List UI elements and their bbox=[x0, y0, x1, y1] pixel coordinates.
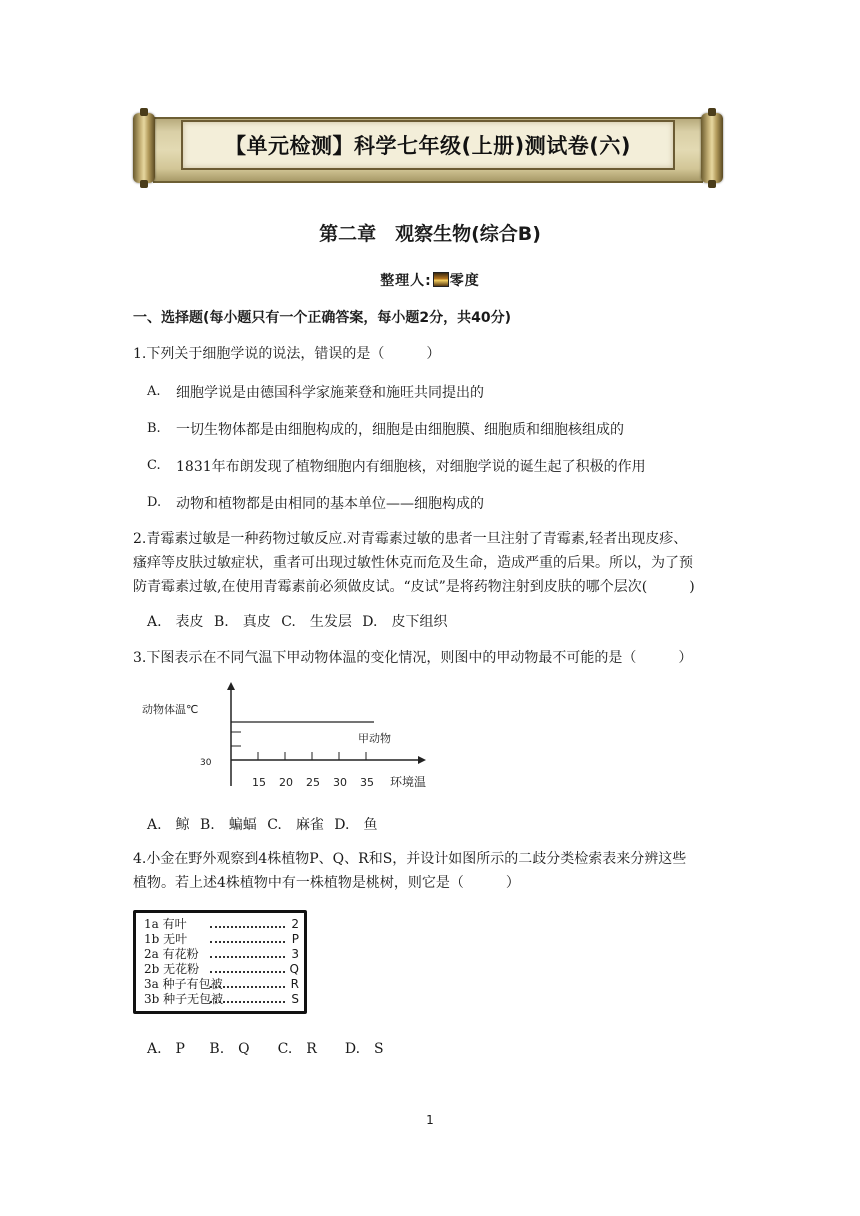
banner-frame bbox=[181, 120, 675, 170]
key-row-result: Q bbox=[289, 962, 299, 976]
question-3-stem: 3.下图表示在不同气温下甲动物体温的变化情况，则图中的甲动物最不可能的是（ ） bbox=[133, 650, 693, 666]
compiler-line bbox=[0, 270, 860, 290]
key-row bbox=[144, 978, 299, 991]
key-row bbox=[144, 993, 299, 1006]
key-leader-dots bbox=[210, 926, 285, 928]
key-row-label: 2a 有花粉 bbox=[144, 947, 199, 961]
x-axis-arrow bbox=[418, 756, 426, 764]
scroll-roll-right bbox=[701, 113, 723, 183]
scroll-roll-left bbox=[133, 113, 155, 183]
dichotomous-key-table bbox=[133, 910, 307, 1014]
key-row bbox=[144, 933, 299, 946]
q1-option-c-text: 1831年布朗发现了植物细胞内有细胞核，对细胞学说的诞生起了积极的作用 bbox=[176, 459, 646, 475]
key-row-label: 2b 无花粉 bbox=[144, 962, 200, 976]
temperature-chart bbox=[138, 682, 438, 792]
question-2-line-2: 瘙痒等皮肤过敏症状，重者可出现过敏性休克而危及生命，造成严重的后果。所以，为了预 bbox=[133, 555, 693, 571]
key-row-label: 1a 有叶 bbox=[144, 917, 187, 931]
q4-options: A. P B. Q C. R D. S bbox=[147, 1041, 384, 1057]
y-tick-label-30: 30 bbox=[200, 758, 212, 768]
key-leader-dots bbox=[210, 941, 285, 943]
chart-svg bbox=[138, 682, 438, 792]
x-axis-label: 环境温 bbox=[390, 775, 427, 789]
question-4-line-1: 4.小金在野外观察到4株植物P、Q、R和S，并设计如图所示的二歧分类检索表来分辨这些 bbox=[133, 851, 687, 867]
x-tick-label: 30 bbox=[333, 776, 347, 789]
key-row bbox=[144, 918, 299, 931]
key-leader-dots bbox=[210, 986, 285, 988]
sunset-icon bbox=[433, 272, 449, 287]
q1-option-d-letter: D. bbox=[147, 495, 162, 510]
q2-options: A. 表皮 B. 真皮 C. 生发层 D. 皮下组织 bbox=[147, 614, 448, 630]
key-row-result: 3 bbox=[291, 947, 299, 961]
q3-options: A. 鲸 B. 蝙蝠 C. 麻雀 D. 鱼 bbox=[147, 817, 378, 833]
x-tick-label: 25 bbox=[306, 776, 320, 789]
key-leader-dots bbox=[210, 971, 285, 973]
question-1-stem: 1.下列关于细胞学说的说法，错误的是（ ） bbox=[133, 346, 441, 362]
question-2-line-1: 2.青霉素过敏是一种药物过敏反应.对青霉素过敏的患者一旦注射了青霉素,轻者出现皮疹、 bbox=[133, 531, 688, 547]
chapter-title: 第二章 观察生物(综合B) bbox=[319, 223, 541, 245]
key-leader-dots bbox=[210, 956, 285, 958]
x-tick-label: 15 bbox=[252, 776, 266, 789]
key-row bbox=[144, 948, 299, 961]
key-leader-dots bbox=[210, 1001, 285, 1003]
q1-option-a-text: 细胞学说是由德国科学家施莱登和施旺共同提出的 bbox=[176, 385, 484, 401]
q1-option-d-text: 动物和植物都是由相同的基本单位——细胞构成的 bbox=[176, 496, 484, 512]
section-heading: 一、选择题(每小题只有一个正确答案，每小题2分，共40分) bbox=[133, 310, 512, 326]
page-number: 1 bbox=[426, 1113, 434, 1127]
x-tick-label: 35 bbox=[360, 776, 374, 789]
y-axis-label: 动物体温℃ bbox=[142, 703, 199, 716]
key-row-result: S bbox=[291, 992, 299, 1006]
key-row bbox=[144, 963, 299, 976]
series-label: 甲动物 bbox=[358, 732, 391, 745]
y-axis-arrow bbox=[227, 682, 235, 690]
banner-title: 【单元检测】科学七年级(上册)测试卷(六) bbox=[225, 134, 631, 158]
question-2-line-3: 防青霉素过敏,在使用青霉素前必须做皮试。“皮试”是将药物注射到皮肤的哪个层次( ) bbox=[133, 579, 695, 595]
x-tick-label: 20 bbox=[279, 776, 293, 789]
key-row-label: 1b 无叶 bbox=[144, 932, 188, 946]
question-4-line-2: 植物。若上述4株植物中有一株植物是桃树，则它是（ ） bbox=[133, 875, 520, 891]
key-row-label: 3b 种子无包被 bbox=[144, 992, 224, 1006]
key-row-result: R bbox=[290, 977, 299, 991]
title-banner bbox=[133, 113, 723, 183]
q1-option-b-letter: B. bbox=[147, 421, 161, 436]
key-row-result: P bbox=[291, 932, 299, 946]
q1-option-a-letter: A. bbox=[147, 384, 161, 399]
compiler-name: 零度 bbox=[449, 273, 480, 289]
compiler-prefix: 整理人: bbox=[380, 273, 432, 289]
key-row-label: 3a 种子有包被 bbox=[144, 977, 223, 991]
q1-option-b-text: 一切生物体都是由细胞构成的，细胞是由细胞膜、细胞质和细胞核组成的 bbox=[176, 422, 624, 438]
key-row-result: 2 bbox=[291, 917, 299, 931]
q1-option-c-letter: C. bbox=[147, 458, 161, 473]
